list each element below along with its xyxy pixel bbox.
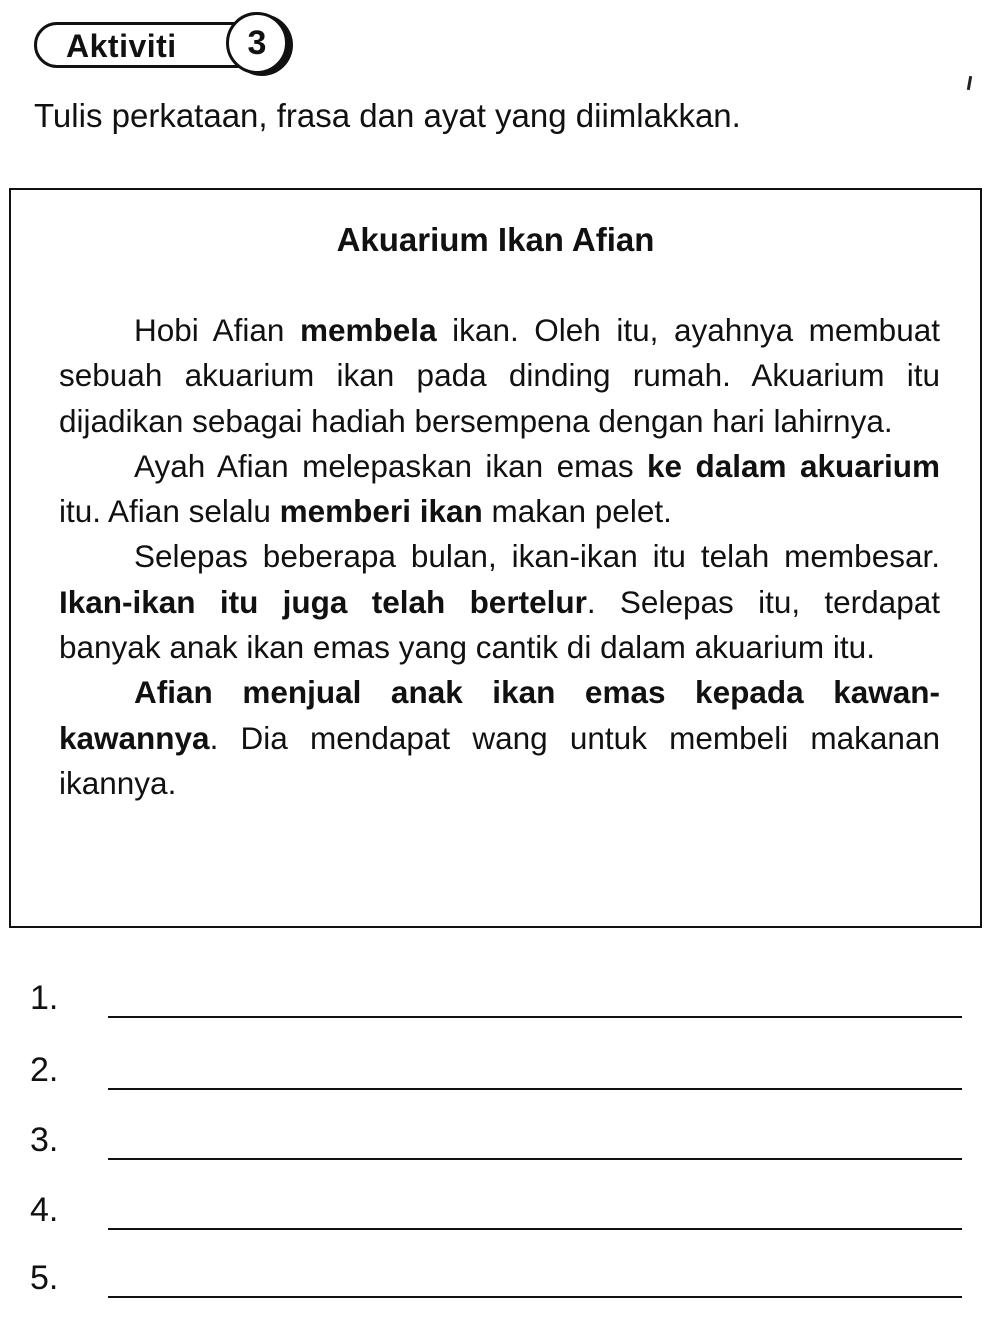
answer-line[interactable] [108,1158,962,1160]
paragraph-2-text-c: makan pelet. [482,493,672,530]
answer-number: 2. [30,1051,59,1089]
answer-line[interactable] [108,1228,962,1230]
activity-label: Aktiviti [66,28,177,64]
paragraph-3-text-b: . Selepas itu, terdapat banyak anak ikan emas yang cantik di dalam akuarium itu. [59,583,940,666]
paragraph-2-text-a: Ayah Afian melepaskan ikan emas [134,447,648,484]
paragraph-4-bold-a: Afian menjual anak ikan emas kepada kawan-kawannya [59,674,940,756]
passage-title: Akuarium Ikan Afian [336,221,655,258]
answer-number: 5. [30,1259,59,1297]
paragraph-1-text-b: ikan. Oleh itu, ayahnya membuat sebuah akuarium ikan pada dinding rumah. Akuarium itu dijadikan sebagai hadiah bersempena dengan hari lahirnya. [59,312,940,439]
paragraph-2-bold-a: ke dalam akuarium [647,447,940,484]
instruction-text: Tulis perkataan, frasa dan ayat yang diimlakkan. [34,97,741,134]
paragraph-1-bold-a: membela [300,312,437,348]
answer-row-3 [0,1120,1000,1180]
answer-line[interactable] [108,1088,962,1090]
activity-number-badge: 3 [226,12,288,74]
answer-row-2 [0,1050,1000,1110]
paragraph-3-text-a: Selepas beberapa bulan, ikan-ikan itu telah membesar. [134,538,940,575]
answer-row-1 [0,978,1000,1038]
answer-row-5 [0,1258,1000,1318]
answer-line[interactable] [108,1016,962,1018]
answer-number: 3. [30,1121,59,1159]
paragraph-2-text-b: itu. Afian selalu [59,493,280,530]
answer-number: 4. [30,1191,59,1229]
answer-number: 1. [30,979,59,1017]
paragraph-3-bold-a: Ikan-ikan itu juga telah bertelur [59,583,587,620]
paragraph-2-bold-b: memberi ikan [279,493,483,530]
paragraph-4-text-a: . Dia mendapat wang untuk membeli makanan ikannya. [59,719,940,801]
paragraph-1-text-a: Hobi Afian [134,312,301,348]
answer-row-4 [0,1190,1000,1250]
answer-line[interactable] [108,1296,962,1298]
